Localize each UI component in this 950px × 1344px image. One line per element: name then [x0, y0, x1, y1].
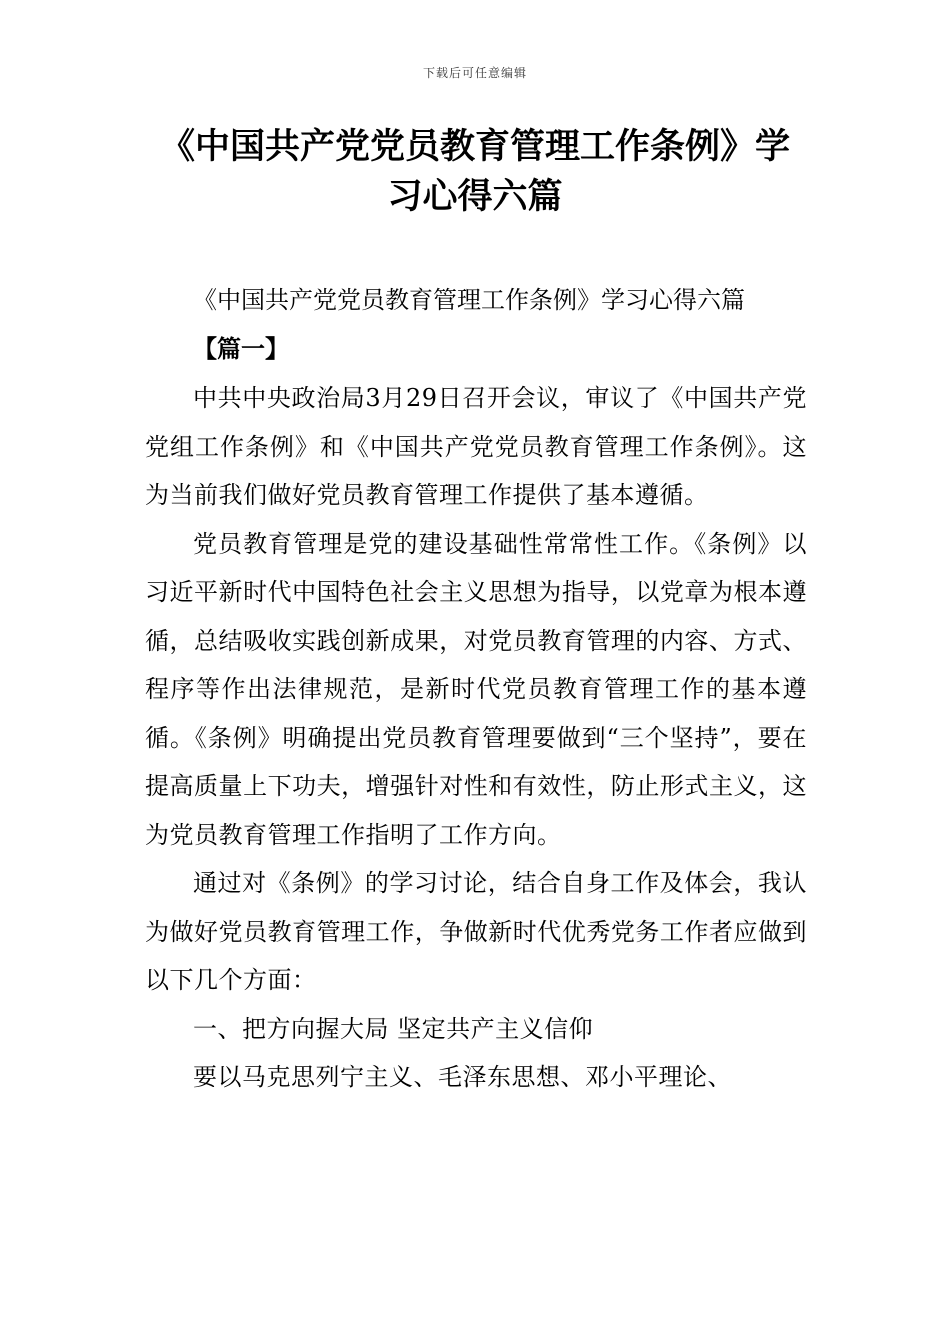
paragraph-1: 中共中央政治局3月29日召开会议，审议了《中国共产党党组工作条例》和《中国共产党党员教育管理工作条例》。这为当前我们做好党员教育管理工作提供了基本遵循。	[145, 384, 807, 509]
title-line-1: 《中国共产党党员教育管理工作条例》学	[159, 127, 790, 167]
body-text	[145, 374, 807, 1102]
subtitle: 《中国共产党党员教育管理工作条例》学习心得六篇	[193, 286, 745, 314]
header-note: 下载后可任意编辑	[422, 66, 527, 80]
document-title	[140, 122, 810, 222]
paragraph-4: 要以马克思列宁主义、毛泽东思想、邓小平理论、	[193, 1063, 732, 1091]
paragraph-2: 党员教育管理是党的建设基础性常常性工作。《条例》以习近平新时代中国特色社会主义思想为指导，以党章为根本遵循，总结吸收实践创新成果，对党员教育管理的内容、方式、程序等作出法律规范，是新时代党员教育管理工作的基本遵循。《条例》明确提出党员教育管理要做到“三个坚持”，要在提高质量上下功夫，增强针对性和有效性，防止形式主义，这为党员教育管理工作指明了工作方向。	[145, 529, 807, 849]
title-line-2: 习心得六篇	[387, 177, 563, 217]
paragraph-3: 通过对《条例》的学习讨论，结合自身工作及体会，我认为做好党员教育管理工作，争做新时代优秀党务工作者应做到以下几个方面：	[145, 869, 807, 994]
section-label: 【篇一】	[193, 335, 289, 363]
section-heading-1: 一、把方向握大局 坚定共产主义信仰	[193, 1014, 594, 1043]
